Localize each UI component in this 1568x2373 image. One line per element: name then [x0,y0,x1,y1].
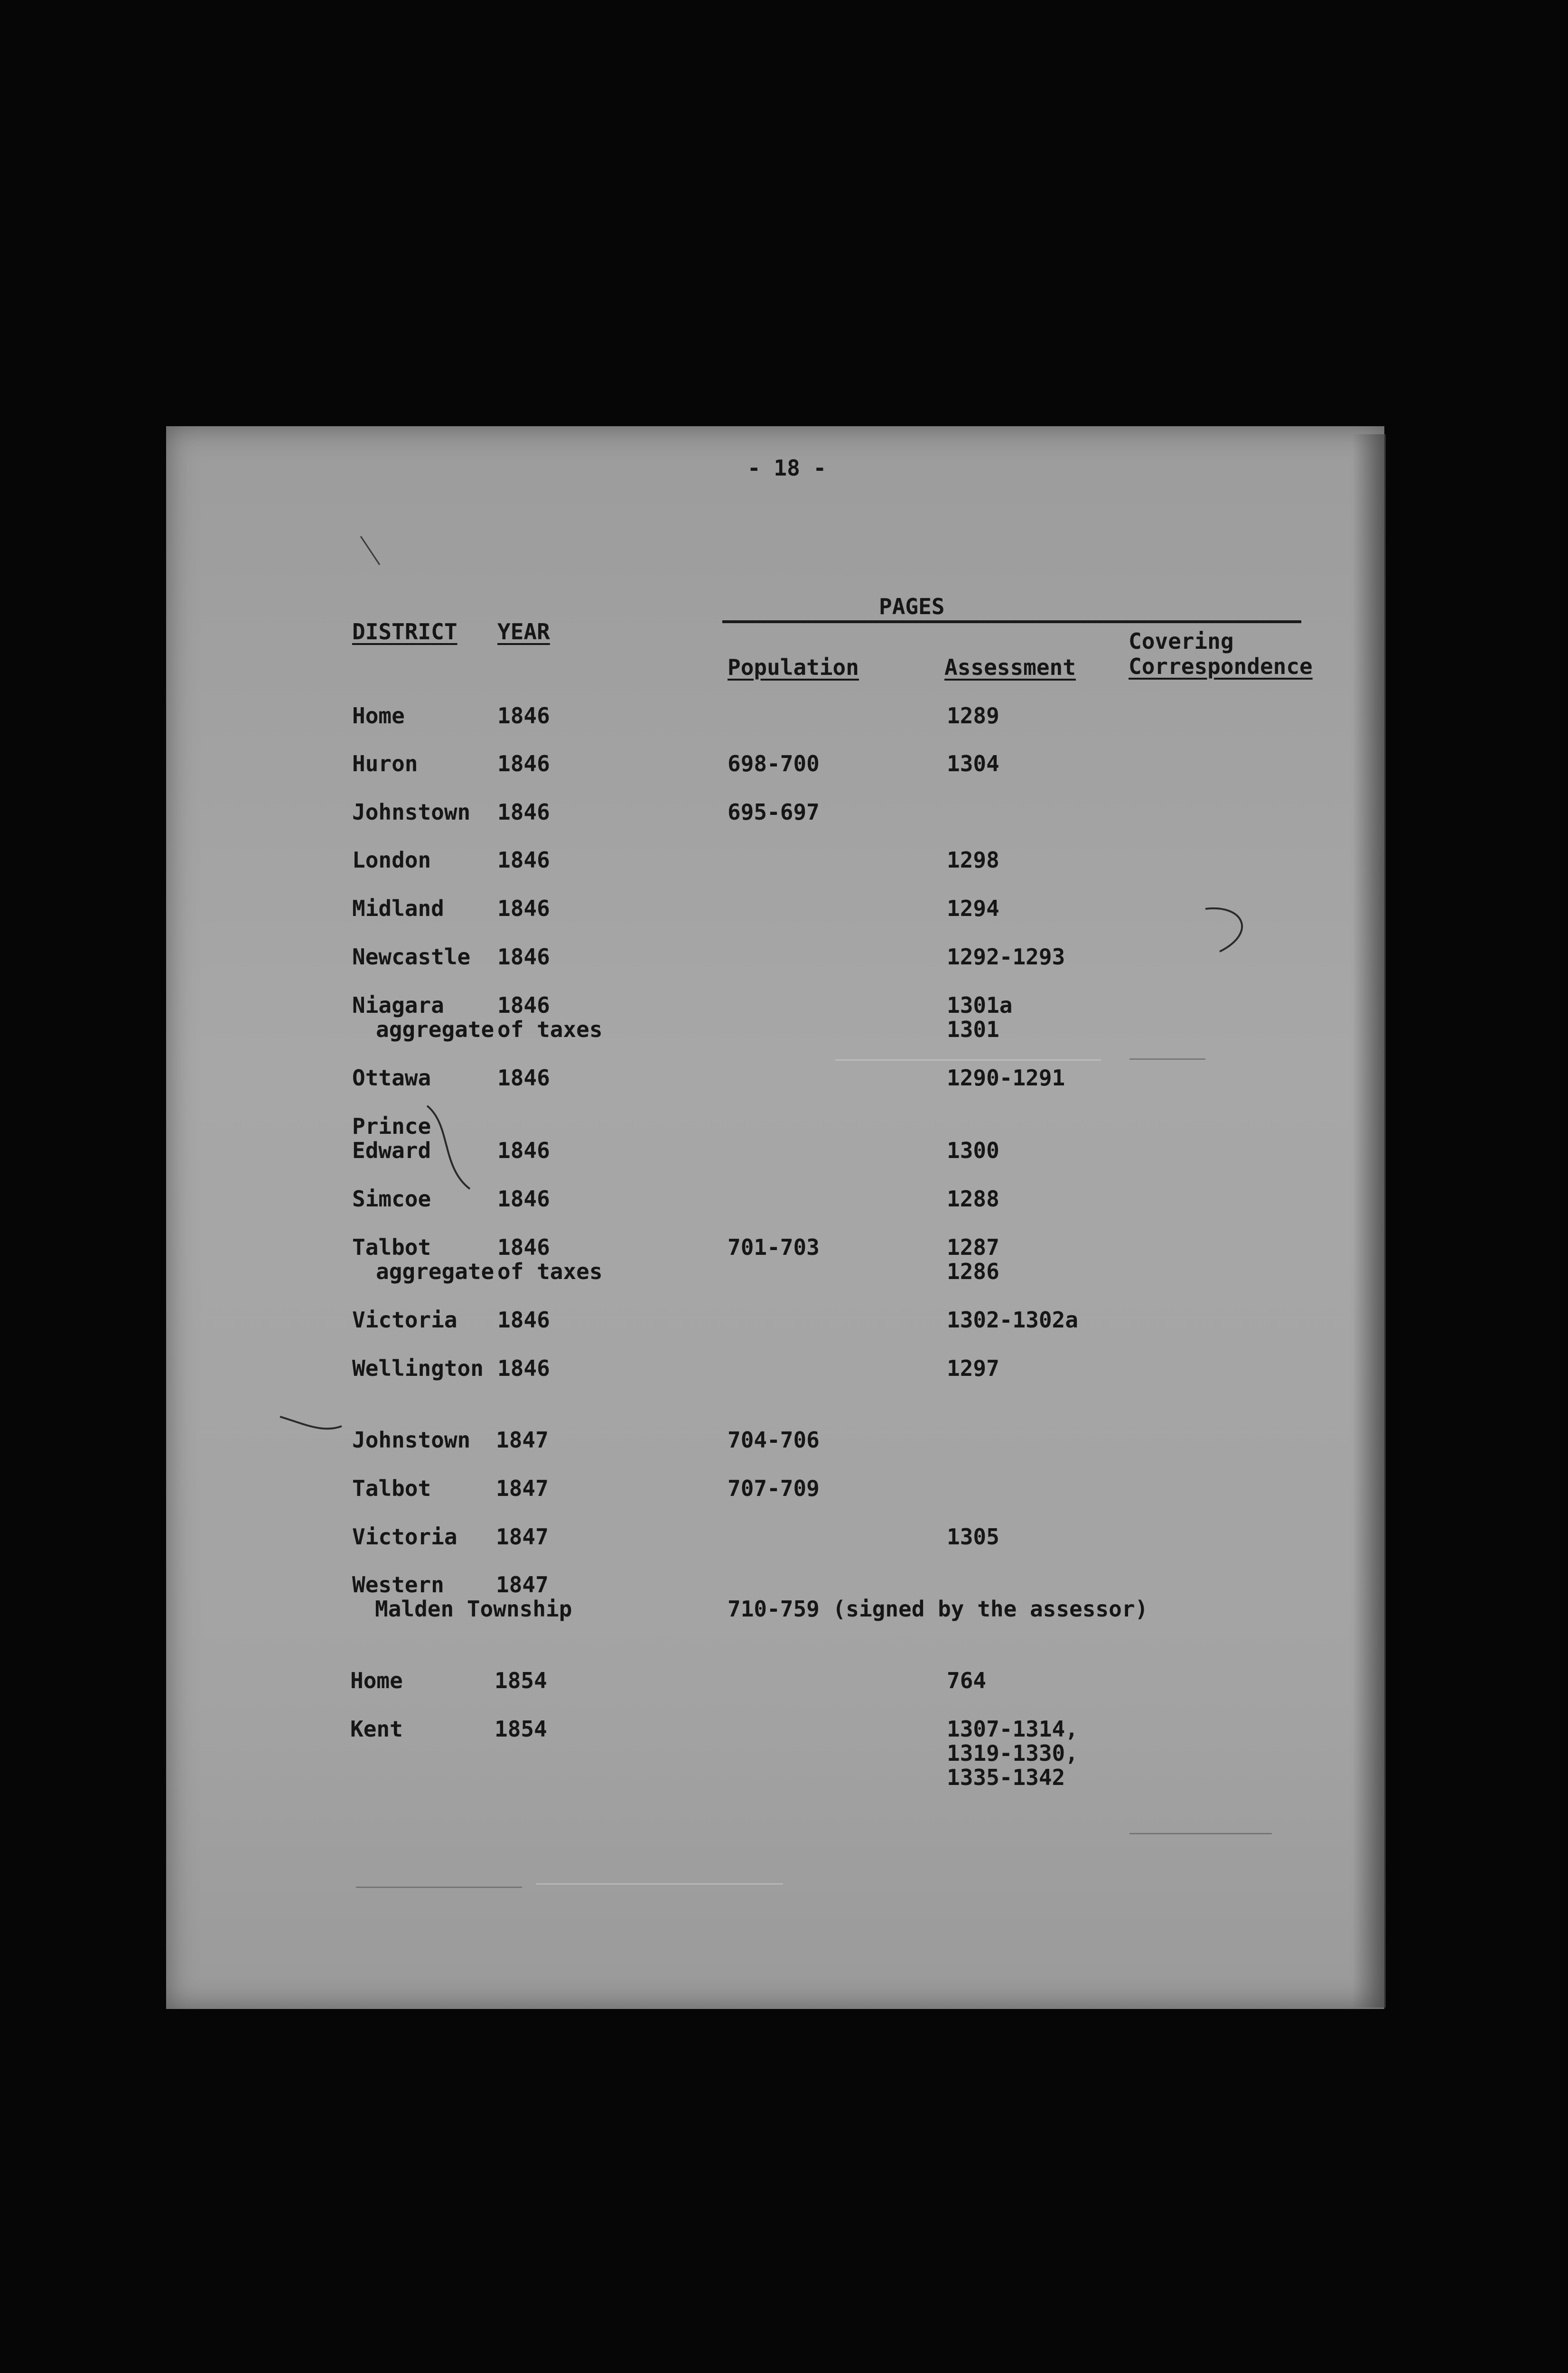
row-district: Kent [350,1716,403,1742]
pen-bracket-mark [427,1106,470,1189]
row-year: 1847 [496,1572,549,1598]
row-assessment: 1294 [947,896,999,921]
year-header: YEAR [497,619,550,645]
row-assessment: 1297 [947,1355,999,1381]
row-year: 1846 [497,1065,550,1091]
row-assessment: 1287 [947,1234,999,1260]
district-header: DISTRICT [352,619,457,645]
pages-header: PAGES [879,594,945,619]
covering-header-line1: Covering [1129,628,1234,654]
row-assessment: 764 [947,1668,987,1693]
row-assessment: 1302-1302a [947,1307,1078,1333]
row-population: 701-703 [728,1234,820,1260]
row-assessment: 1305 [947,1524,999,1550]
pages-header-rule [722,620,1301,623]
covering-header-line2: Correspondence [1129,654,1313,679]
pen-tick-mark [280,1417,342,1429]
row-year: 1854 [495,1668,547,1693]
row-district: Niagara [352,992,444,1018]
row-population: 710-759 (signed by the assessor) [728,1596,1148,1622]
row-district: aggregate [376,1017,495,1042]
row-year: 1847 [496,1427,549,1453]
row-district: Johnstown [352,1427,471,1453]
row-year: 1846 [497,1138,550,1163]
row-district: Huron [352,751,418,776]
row-assessment: 1335-1342 [947,1765,1065,1790]
assessment-header: Assessment [944,654,1076,680]
row-population: 698-700 [728,751,820,776]
row-district: Edward [352,1138,431,1163]
row-district: Home [352,703,405,729]
row-district: Wellington [352,1355,484,1381]
row-year: 1846 [497,1307,550,1333]
row-year: 1846 [497,992,550,1018]
row-assessment: 1301a [947,992,1013,1018]
row-district: aggregate [376,1259,495,1284]
row-assessment: 1300 [947,1138,999,1163]
row-assessment: 1292-1293 [947,944,1065,970]
row-assessment: 1290-1291 [947,1065,1065,1091]
row-district: Prince [352,1113,431,1139]
row-district: Midland [352,896,444,921]
row-year: of taxes [497,1259,603,1284]
row-district: Johnstown [352,799,471,825]
population-header: Population [728,654,859,680]
row-year: of taxes [497,1017,603,1042]
row-district: Ottawa [352,1065,431,1091]
row-year: 1846 [497,896,550,921]
row-assessment: 1288 [947,1186,999,1212]
row-district: Talbot [352,1476,431,1501]
page-number: - 18 - [747,455,827,481]
row-year: 1846 [497,944,550,970]
row-year: 1847 [496,1524,549,1550]
row-assessment: 1298 [947,847,999,873]
row-district: Home [350,1668,403,1693]
row-assessment: 1286 [947,1259,999,1284]
row-assessment: 1289 [947,703,999,729]
row-district: Western [352,1572,444,1598]
row-year: 1854 [495,1716,547,1742]
row-population: 707-709 [728,1476,820,1501]
row-district: London [352,847,431,873]
row-district: Victoria [352,1524,457,1550]
row-population: 695-697 [728,799,820,825]
row-district: Newcastle [352,944,471,970]
row-district: Malden Township [375,1596,572,1622]
row-district: Simcoe [352,1186,431,1212]
row-year: 1846 [497,1234,550,1260]
row-year: 1846 [497,1186,550,1212]
row-year: 1846 [497,751,550,776]
row-year: 1846 [497,1355,550,1381]
row-year: 1846 [497,799,550,825]
row-year: 1846 [497,847,550,873]
row-assessment: 1307-1314, [947,1716,1078,1742]
row-assessment: 1301 [947,1017,999,1042]
pen-stroke-mark [361,536,380,565]
row-population: 704-706 [728,1427,820,1453]
row-district: Talbot [352,1234,431,1260]
row-assessment: 1304 [947,751,999,776]
row-year: 1847 [496,1476,549,1501]
row-assessment: 1319-1330, [947,1740,1078,1766]
pen-curve-mark [1205,908,1242,952]
row-year: 1846 [497,703,550,729]
row-district: Victoria [352,1307,457,1333]
